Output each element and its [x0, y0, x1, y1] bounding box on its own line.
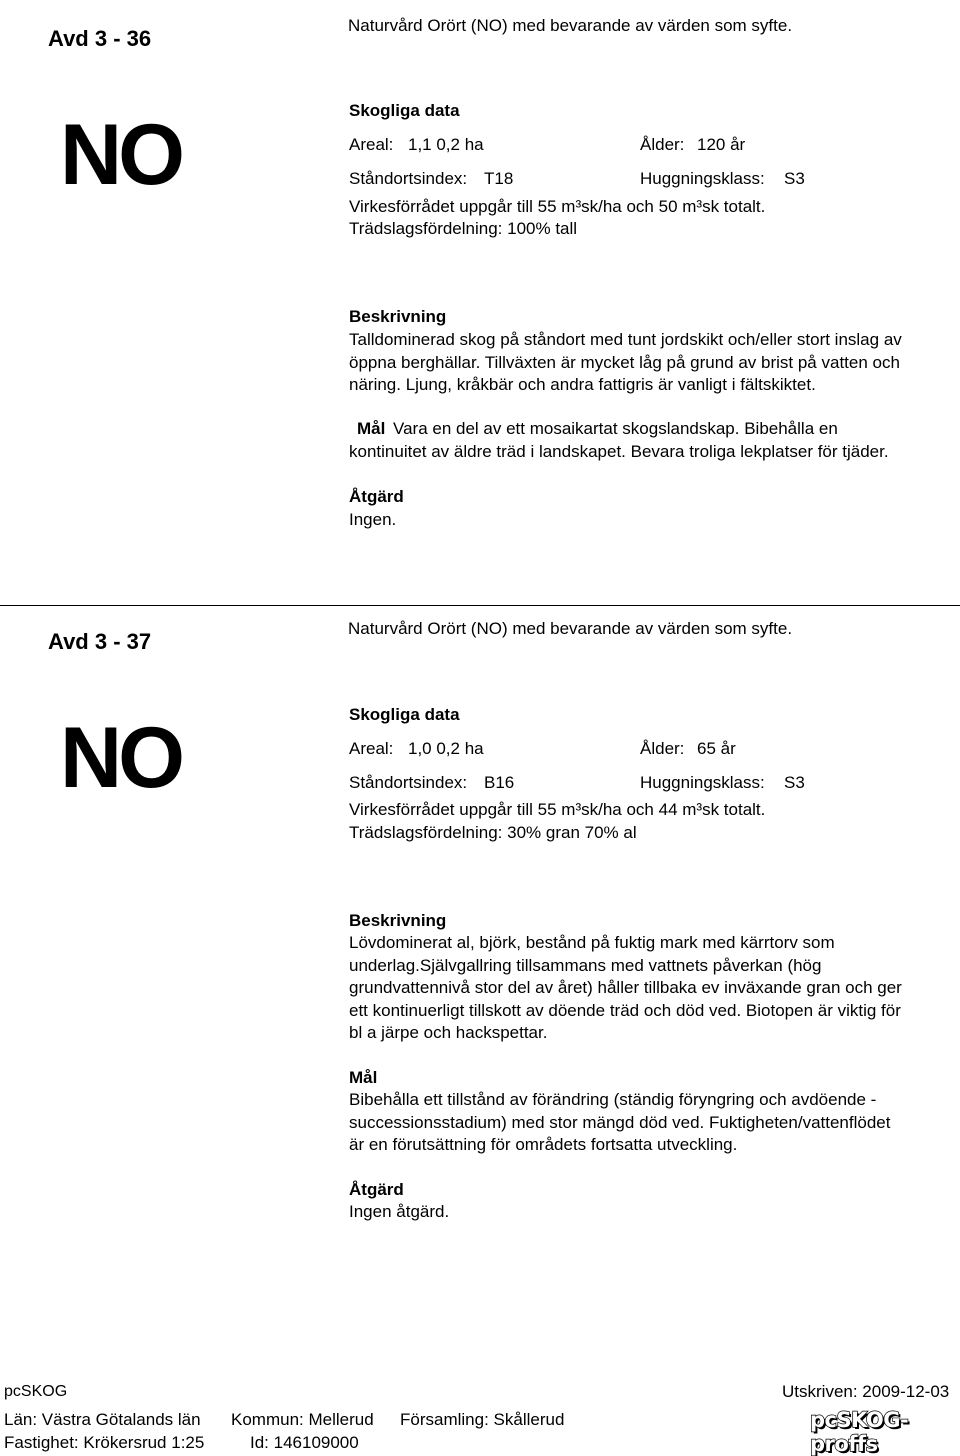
stand-number: Avd 3 - 36 — [48, 26, 152, 51]
tradslag-text: Trädslagsfördelning: 100% tall — [349, 219, 578, 238]
mal-line: Vara en del av ett mosaikartat skogslandskap. Bibehålla en — [393, 419, 838, 438]
skogliga-data-heading: Skogliga data — [349, 101, 460, 120]
mal-text — [349, 1089, 945, 1157]
beskrivning-line: Lövdominerat al, björk, bestånd på fuktig mark med kärrtorv som — [349, 933, 835, 952]
standortsindex-label: Ståndortsindex: — [349, 169, 468, 188]
huggningsklass-label: Huggningsklass: — [640, 169, 765, 188]
beskrivning-line: underlag.Självgallring tillsammans med vattnets påverkan (hög — [349, 955, 822, 975]
atgard-heading: Åtgärd — [349, 487, 404, 506]
print-date: Utskriven: 2009-12-03 — [782, 1382, 950, 1401]
stand-number: Avd 3 - 37 — [48, 629, 152, 654]
skogliga-data-heading: Skogliga data — [349, 705, 460, 724]
beskrivning-line: grundvattennivå stor del av året) håller tillbaka ev inväxande gran och ger — [349, 978, 902, 997]
alder-label: Ålder: — [640, 739, 685, 758]
alder-value: 120 år — [697, 135, 746, 154]
huggningsklass-label: Huggningsklass: — [640, 773, 765, 792]
pcskog-proffs-logo: pcSKOG-proffs — [810, 1408, 909, 1456]
atgard-text: Ingen åtgärd. — [349, 1202, 450, 1221]
mal-heading: Mål — [349, 1068, 378, 1087]
beskrivning-text — [349, 329, 945, 397]
section-divider — [0, 605, 960, 606]
forsamling-info: Församling: Skållerud — [400, 1410, 565, 1429]
areal-label: Areal: — [349, 135, 394, 154]
alder-label: Ålder: — [640, 135, 685, 154]
stand-header: Naturvård Orört (NO) med bevarande av värden som syfte. — [348, 619, 793, 638]
standortsindex-value: B16 — [484, 773, 515, 792]
beskrivning-heading: Beskrivning — [349, 307, 447, 326]
areal-value: 1,1 0,2 ha — [408, 135, 484, 154]
tradslag-text: Trädslagsfördelning: 30% gran 70% al — [349, 823, 637, 842]
areal-label: Areal: — [349, 739, 394, 758]
beskrivning-line: Talldominerad skog på ståndort med tunt jordskikt och/eller stort inslag av — [349, 330, 902, 349]
virkesforrad-text: Virkesförrådet uppgår till 55 m³sk/ha och 50 m³sk totalt. — [349, 197, 766, 216]
footer-brand: pcSKOG — [4, 1383, 68, 1400]
standortsindex-value: T18 — [484, 169, 514, 188]
beskrivning-line: bl a järpe och hackspettar. — [349, 1023, 548, 1042]
id-info: Id: 146109000 — [250, 1433, 359, 1452]
virkesforrad-text: Virkesförrådet uppgår till 55 m³sk/ha och 44 m³sk totalt. — [349, 800, 766, 819]
atgard-text: Ingen. — [349, 510, 397, 529]
areal-value: 1,0 0,2 ha — [408, 739, 484, 758]
objective-code: NO — [60, 107, 181, 203]
atgard-heading: Åtgärd — [349, 1180, 404, 1199]
mal-line: kontinuitet av äldre träd i landskapet. Bevara troliga lekplatser för tjäder. — [349, 442, 889, 461]
mal-line: successionsstadium) med stor mängd död ved. Fuktigheten/vattenflödet — [349, 1112, 891, 1132]
huggningsklass-value: S3 — [784, 169, 805, 188]
stand-header: Naturvård Orört (NO) med bevarande av värden som syfte. — [348, 16, 793, 35]
fastighet-info: Fastighet: Krökersrud 1:25 — [4, 1433, 205, 1452]
standortsindex-label: Ståndortsindex: — [349, 773, 468, 792]
objective-code: NO — [60, 710, 181, 806]
mal-line: är en förutsättning för områdets fortsatta utveckling. — [349, 1135, 738, 1154]
mal-line: Bibehålla ett tillstånd av förändring (ständig föryngring och avdöende - — [349, 1090, 877, 1109]
beskrivning-heading: Beskrivning — [349, 911, 447, 930]
beskrivning-line: näring. Ljung, kråkbär och andra fattigris är vanligt i fältskiktet. — [349, 375, 816, 394]
mal-heading: Mål — [357, 419, 386, 438]
beskrivning-text — [349, 932, 945, 1045]
beskrivning-line: ett kontinuerligt tillskott av döende träd och död ved. Biotopen är viktig för — [349, 1000, 901, 1020]
lan-info: Län: Västra Götalands län — [4, 1410, 201, 1429]
huggningsklass-value: S3 — [784, 773, 805, 792]
alder-value: 65 år — [697, 739, 736, 758]
beskrivning-line: öppna berghällar. Tillväxten är mycket låg på grund av brist på vatten och — [349, 352, 900, 372]
kommun-info: Kommun: Mellerud — [231, 1410, 374, 1429]
